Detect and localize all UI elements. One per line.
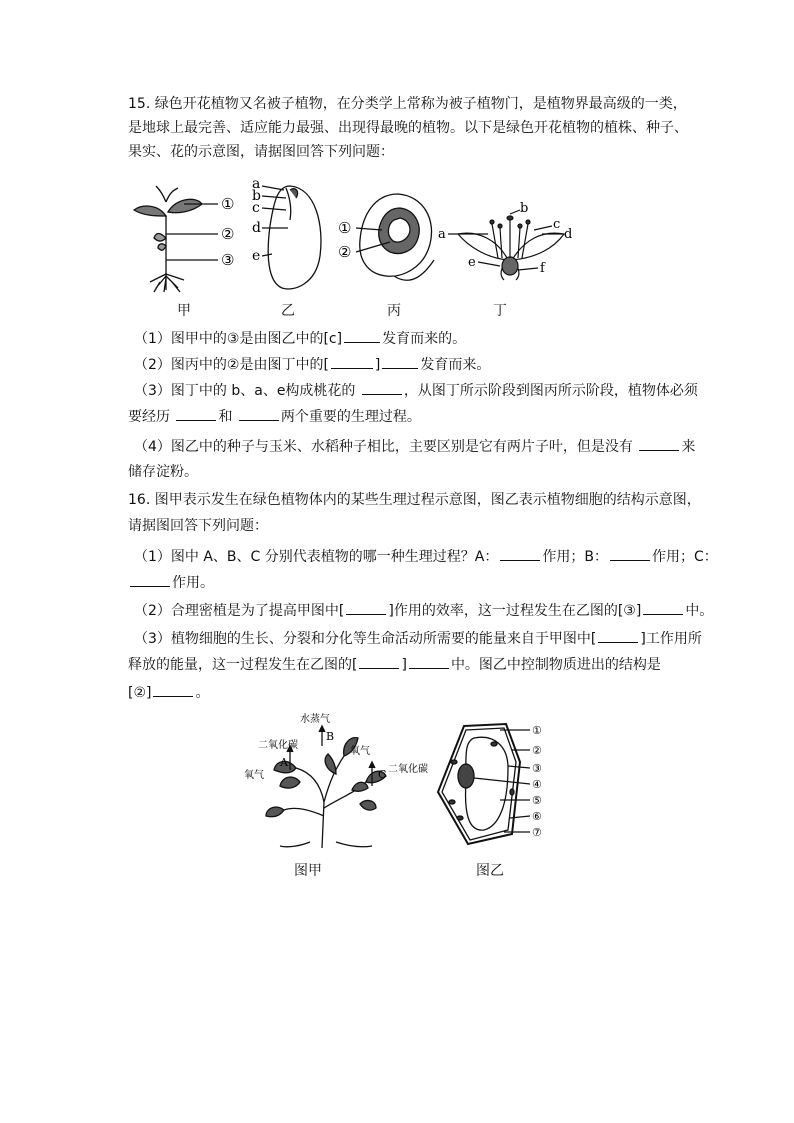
- caption-yi: 乙: [281, 303, 295, 319]
- figure-plant: [128, 182, 248, 294]
- yi-mark-e: e: [252, 248, 261, 264]
- label-co2-left: 二氧化碳: [258, 740, 298, 751]
- cell-mark-7: ⑦: [532, 826, 542, 839]
- q15-part3: （3）图丁中的 b、a、e构成桃花的 ，从图丁所示阶段到图丙所示阶段，植物体必须: [134, 380, 698, 401]
- cell-mark-6: ⑥: [532, 810, 542, 823]
- q15-part4: （4）图乙中的种子与玉米、水稻种子相比，主要区别是它有两片子叶，但是没有 来: [134, 436, 695, 457]
- figure-plant-process: [240, 712, 430, 852]
- q15-part3-cont: 要经历 和 两个重要的生理过程。: [128, 406, 421, 427]
- q15-part2: （2）图丙中的②是由图丁中的[ ] 发育而来。: [134, 354, 490, 375]
- bing-mark-1: ①: [338, 219, 352, 237]
- caption-jia: 甲: [177, 303, 191, 319]
- q15-part1: （1）图甲中的③是由图乙中的[c] 发育而来的。: [134, 328, 466, 349]
- label-water-vapor: 水蒸气: [300, 714, 330, 725]
- cell-mark-5: ⑤: [532, 794, 542, 807]
- ding-mark-b: b: [520, 201, 529, 216]
- label-o2-right: 氧气: [350, 746, 370, 757]
- cell-mark-2: ②: [532, 744, 542, 757]
- jia-mark-3: ③: [221, 251, 235, 269]
- cell-mark-3: ③: [532, 762, 542, 775]
- label-co2-right: 二氧化碳: [388, 764, 428, 775]
- q16-part3-end: [②] 。: [128, 682, 209, 703]
- ding-mark-d: d: [564, 227, 573, 242]
- q16-stem-cont: 请据图回答下列问题：: [128, 518, 268, 534]
- label-B: B: [326, 730, 335, 743]
- q16-stem: 16. 图甲表示发生在绿色植物体内的某些生理过程示意图，图乙表示植物细胞的结构示意图，: [128, 492, 701, 508]
- cell-mark-1: ①: [532, 724, 542, 737]
- label-C: C: [378, 768, 387, 781]
- ding-mark-f: f: [540, 261, 545, 276]
- figure-plant-cell: [434, 722, 554, 848]
- q16-part1: （1）图中 A、B、C 分别代表植物的哪一种生理过程？A： 作用；B： 作用；C：: [134, 546, 718, 567]
- bing-mark-2: ②: [338, 243, 352, 261]
- cell-mark-4: ④: [532, 778, 542, 791]
- yi-mark-d: d: [252, 220, 261, 236]
- jia-mark-2: ②: [221, 225, 235, 243]
- q16-part2: （2）合理密植是为了提高甲图中[ ]作用的效率，这一过程发生在乙图的[③] 中。: [134, 600, 713, 621]
- jia-mark-1: ①: [221, 195, 235, 213]
- ding-mark-a: a: [438, 227, 446, 242]
- yi-mark-b: b: [252, 188, 261, 204]
- q16-part1-cont: 作用。: [128, 572, 214, 593]
- figure-fruit: [338, 190, 438, 286]
- q16-part3-cont: 释放的能量，这一过程发生在乙图的[ ] 中。图乙中控制物质进出的结构是: [128, 654, 661, 675]
- caption-fig-jia: 图甲: [294, 863, 322, 879]
- ding-mark-c1: c: [553, 217, 561, 232]
- q16-part3: （3）植物细胞的生长、分裂和分化等生命活动所需要的能量来自于甲图中[ ]工作用所: [134, 628, 702, 649]
- caption-ding: 丁: [493, 303, 507, 319]
- q15-part4-cont: 储存淀粉。: [128, 464, 198, 480]
- figure-flower: [438, 200, 588, 282]
- yi-mark-c: c: [252, 200, 260, 216]
- ding-mark-e: e: [468, 255, 476, 270]
- q15-stem: 15. 绿色开花植物又名被子植物，在分类学上常称为被子植物门，是植物界最高级的一类，是地球上最完善、适应能力最强、出现得最晚的植物。以下是绿色开花植物的植株、种子、果实、花的示意图，请据图回答下列问题：: [128, 96, 688, 160]
- caption-fig-yi: 图乙: [476, 863, 504, 879]
- caption-bing: 丙: [387, 303, 401, 319]
- label-o2-left: 氧气: [244, 770, 264, 781]
- yi-mark-a: a: [252, 176, 261, 192]
- label-A: A: [280, 756, 288, 769]
- figure-seed: [250, 176, 330, 296]
